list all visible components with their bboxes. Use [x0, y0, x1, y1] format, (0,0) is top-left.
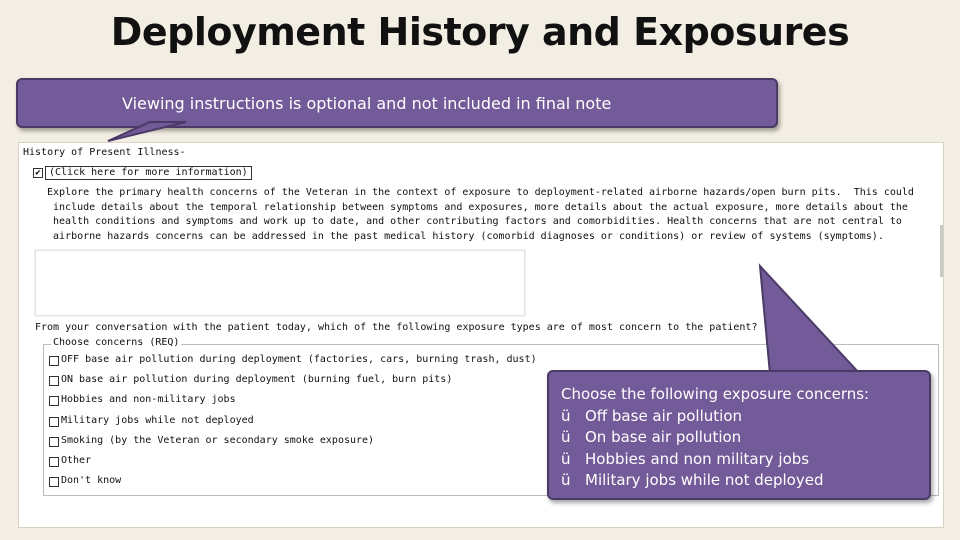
instructions-line: include details about the temporal relationship between symptoms and exposures, more details about the actual exposure, more details about the — [47, 201, 908, 213]
scrollbar[interactable] — [940, 225, 943, 277]
option-checkbox[interactable] — [49, 417, 59, 427]
option-label: Other — [61, 455, 92, 466]
instructions-line: health conditions and symptoms and work up to date, and other contributing factors and comorbidities. Health concerns that are not central to — [47, 216, 902, 227]
option-checkbox[interactable] — [49, 396, 59, 406]
callout-item: ü Off base air pollution — [561, 406, 869, 428]
option-label: Don't know — [61, 475, 122, 486]
option-label: Military jobs while not deployed — [61, 415, 254, 426]
option-label: ON base air pollution during deployment (burning fuel, burn pits) — [61, 374, 453, 385]
callout-item: ü Hobbies and non military jobs — [561, 449, 869, 471]
option-checkbox[interactable] — [49, 376, 59, 386]
info-checkbox[interactable]: ✔ — [33, 168, 43, 178]
callout-intro: Choose the following exposure concerns: — [561, 385, 870, 403]
exposure-concerns-callout — [547, 370, 931, 500]
check-icon: ü — [561, 449, 571, 468]
concerns-group-label: Choose concerns (REQ) — [53, 337, 180, 348]
slide-title: Deployment History and Exposures — [110, 10, 850, 54]
instructions-line: Explore the primary health concerns of the Veteran in the context of exposure to deployment-related airborne hazards/open burn pits. This could — [47, 187, 914, 198]
check-icon: ü — [561, 406, 571, 425]
option-checkbox[interactable] — [49, 477, 59, 487]
option-checkbox[interactable] — [49, 437, 59, 447]
option-checkbox[interactable] — [49, 457, 59, 467]
instructions-text — [47, 186, 927, 244]
option-label: Hobbies and non-military jobs — [61, 394, 236, 405]
check-icon: ü — [561, 428, 571, 446]
option-label: Smoking (by the Veteran or secondary smoke exposure) — [61, 435, 375, 446]
option-label: OFF base air pollution during deployment (factories, cars, burning trash, dust) — [61, 354, 537, 365]
callout-item: ü Military jobs while not deployed — [561, 470, 869, 492]
notes-text-box[interactable] — [35, 250, 525, 316]
callout-text: Viewing instructions is optional and not included in final note — [122, 94, 612, 113]
exposure-question: From your conversation with the patient today, which of the following exposure types are of most concern to the patient? — [35, 322, 758, 333]
callout-item: ü On base air pollution — [561, 427, 869, 449]
option-checkbox[interactable] — [49, 356, 59, 366]
check-icon: ü — [561, 471, 571, 489]
instructions-line: airborne hazards concerns can be addressed in the past medical history (comorbid diagnoses or conditions) or review of systems (symptoms). — [47, 230, 884, 242]
more-info-toggle[interactable]: (Click here for more information) — [45, 166, 252, 180]
hpi-label: History of Present Illness- — [23, 147, 186, 158]
optional-instructions-callout — [16, 78, 778, 128]
